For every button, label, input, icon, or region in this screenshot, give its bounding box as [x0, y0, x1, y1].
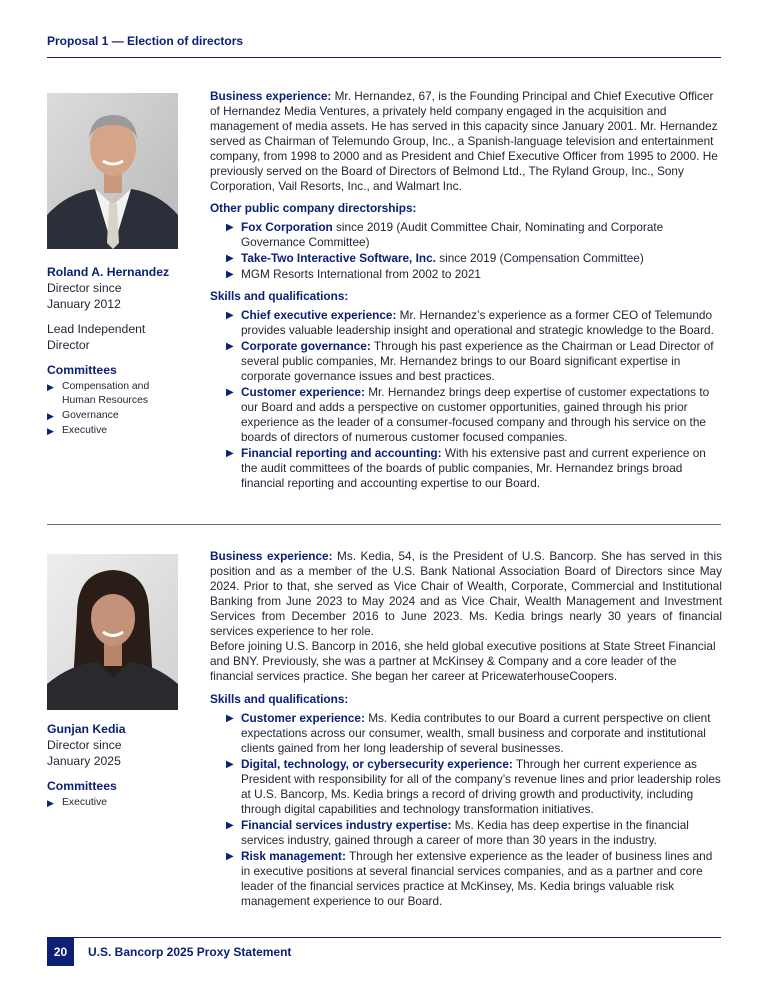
triangle-right-icon: ▶ — [47, 798, 54, 808]
triangle-right-icon: ▶ — [226, 851, 234, 862]
triangle-right-icon: ▶ — [226, 341, 234, 352]
skill-item: ▶ Customer experience: Ms. Kedia contributes to our Board a current perspective on client expectations across our consumer, wealth, small business and corporate and institutional clients gained from her long leadership of several businesses. — [226, 711, 711, 755]
director-photo-hernandez — [47, 93, 178, 249]
page-number-badge — [47, 937, 74, 966]
director-role: Lead Independent — [47, 322, 146, 336]
skills-heading: Skills and qualifications: — [210, 289, 349, 303]
page-number: 20 — [53, 944, 68, 959]
other-directorships-list — [210, 220, 722, 282]
triangle-right-icon: ▶ — [226, 222, 234, 233]
director-content-kedia — [210, 549, 722, 910]
directorship-item: ▶ Fox Corporation since 2019 (Audit Committee Chair, Nominating and Corporate Governance Committee) — [226, 220, 664, 249]
committee-item: ▶ Executive — [47, 797, 108, 808]
director-since-label: Director since — [47, 738, 122, 752]
skill-item: ▶ Chief executive experience: Mr. Hernandez’s experience as a former CEO of Telemundo provides valuable leadership insight and operational and strategic knowledge to the Board. — [226, 308, 714, 337]
triangle-right-icon: ▶ — [226, 253, 234, 264]
triangle-right-icon: ▶ — [226, 713, 234, 724]
other-directorships-heading: Other public company directorships: — [210, 201, 417, 215]
skill-item: ▶ Customer experience: Mr. Hernandez brings deep expertise of customer expectations to our Board and adds a perspective on customer opportunities, gained through his prior experience as the leader of a consumer-focused company and through his service on the boards of directors of numerous customer focused companies. — [226, 385, 710, 444]
director-name: Roland A. Hernandez — [47, 265, 170, 279]
triangle-right-icon: ▶ — [226, 820, 234, 831]
triangle-right-icon: ▶ — [226, 269, 234, 280]
skills-list — [210, 711, 722, 909]
triangle-right-icon: ▶ — [226, 759, 234, 770]
director-since-date: January 2025 — [47, 754, 121, 768]
skill-item: ▶ Corporate governance: Through his past experience as the Chairman or Lead Director of several public companies, Mr. Hernandez brings to our Board significant expertise in corporate governance issues and best practices. — [226, 339, 714, 383]
business-experience: Business experience: Ms. Kedia, 54, is the President of U.S. Bancorp. She has served in this position and as a member of the U.S. Bank National Association Board of Directors since May 2024. Prior to that, she served as Vice Chair of Wealth, Corporate, Commercial and Institutional Banking from June 2023 to May 2024 and as Vice Chair, Wealth Management and Investment Services from December 2016 to June 2023. Ms. Kedia brings nearly 30 years of financial services experience to her role. — [210, 549, 723, 638]
directorship-item: ▶ MGM Resorts International from 2002 to 2021 — [226, 267, 481, 281]
committee-item: ▶ Governance — [47, 410, 119, 421]
director-photo-kedia — [47, 554, 178, 710]
director-name: Gunjan Kedia — [47, 722, 126, 736]
triangle-right-icon: ▶ — [226, 387, 234, 398]
committees-list — [47, 796, 187, 810]
business-experience: Business experience: Mr. Hernandez, 67, is the Founding Principal and Chief Executive Officer of Hernandez Media Ventures, a privately held company engaged in the acquisition and management of media assets. He has served in this capacity since January 2001. Mr. Hernandez served as Chairman of Telemundo Group, Inc., a Spanish-language television and entertainment company, from 1998 to 2000 and as President and Chief Executive Officer from 1995 to 2000. He previously served on the Board of Directors of Belmond Ltd., The Ryland Group, Inc., Sony Corporation, Vail Resorts, Inc., and Walmart Inc. — [210, 89, 718, 193]
footer-rule — [47, 937, 721, 938]
director-since-label: Director since — [47, 281, 122, 295]
footer-title: U.S. Bancorp 2025 Proxy Statement — [88, 945, 292, 959]
business-experience-continued: Before joining U.S. Bancorp in 2016, she held global executive positions at State Street Financial and BNY. Previously, she was a partner at McKinsey & Company and a core leader of the financial services practice. She began her career at PricewaterhouseCoopers. — [210, 639, 716, 683]
triangle-right-icon: ▶ — [47, 426, 54, 436]
triangle-right-icon: ▶ — [47, 411, 54, 421]
director-content-hernandez — [210, 89, 722, 492]
committees-heading: Committees — [47, 363, 117, 377]
triangle-right-icon: ▶ — [226, 448, 234, 459]
director-since-date: January 2012 — [47, 297, 121, 311]
director-role-line2: Director — [47, 338, 90, 352]
director-sidebar-hernandez — [47, 264, 187, 439]
skills-list — [210, 308, 722, 491]
directorship-item: ▶ Take-Two Interactive Software, Inc. since 2019 (Compensation Committee) — [226, 251, 644, 265]
section-divider — [47, 524, 721, 525]
director-sidebar-kedia — [47, 721, 187, 811]
skill-item: ▶ Risk management: Through her extensive experience as the leader of business lines and in executive positions at several financial services companies, and as a partner and core leader of the financial services practice at McKinsey, Ms. Kedia brings valuable risk management experience to our Board. — [226, 849, 713, 908]
triangle-right-icon: ▶ — [226, 310, 234, 321]
committees-list — [47, 380, 187, 438]
page-header-title: Proposal 1 — Election of directors — [47, 34, 244, 48]
triangle-right-icon: ▶ — [47, 382, 54, 392]
committee-item: ▶ Executive — [47, 425, 108, 436]
committee-item: ▶ Compensation and Human Resources — [47, 381, 150, 406]
skill-item: ▶ Digital, technology, or cybersecurity experience: Through her current experience as President with responsibility for all of the company’s revenue lines and prior leadership roles at U.S. Bancorp, Ms. Kedia brings a record of driving growth and productivity, including through digital capabilities and technology transformation initiatives. — [226, 757, 721, 816]
skills-heading: Skills and qualifications: — [210, 692, 349, 706]
committees-heading: Committees — [47, 779, 117, 793]
header-rule — [47, 57, 721, 58]
skill-item: ▶ Financial services industry expertise: Ms. Kedia has deep expertise in the financial services industry, gained through a career of more than 30 years in the industry. — [226, 818, 689, 847]
skill-item: ▶ Financial reporting and accounting: With his extensive past and current experience on the audit committees of the boards of public companies, Mr. Hernandez brings broad financial reporting and accounting expertise to our Board. — [226, 446, 706, 490]
